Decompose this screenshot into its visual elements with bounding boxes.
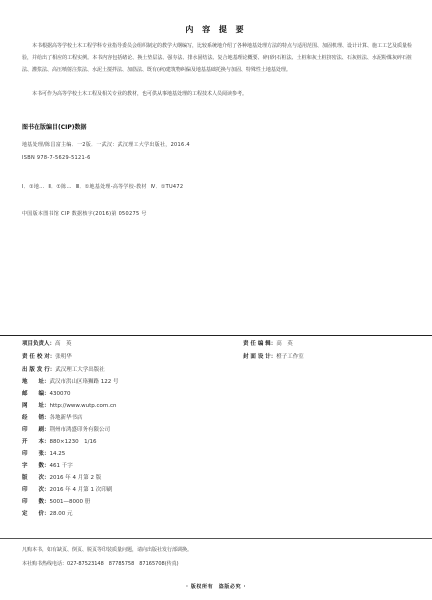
cip-heading: 图书在版编目(CIP)数据 [22,124,87,131]
editor [243,339,293,347]
publication-label: 定 价： [22,511,50,517]
publication-row [22,449,65,457]
publication-row [22,461,73,469]
publication-row [22,425,110,433]
publication-label: 邮 编： [22,391,50,397]
publication-row [22,365,105,373]
publication-value: 武汉市洪山区珞狮路 122 号 [49,379,119,385]
publication-row [22,497,90,505]
publication-value: 荆州市鸿盛印务有限公司 [49,427,111,433]
publication-label: 开 本： [22,439,50,445]
publication-label: 版 次： [22,475,50,481]
proofreader [22,352,72,360]
publication-label: 印 数： [22,499,50,505]
project-lead-value: 高 英 [55,341,72,347]
publication-label: 经 销： [22,415,50,421]
publication-row [22,377,119,385]
publication-label: 地 址： [22,379,50,385]
publication-row [22,485,112,493]
copyright-notice: · 版权所有 盗版必究 · [185,584,247,590]
publication-value: 461 千字 [49,463,73,469]
publication-value: 2016 年 4 月第 1 次印刷 [49,487,113,493]
cover-designer-label: 封 面 设 计： [243,354,277,360]
quality-note: 凡购本书，如有缺页、倒页、脱页等印装质量问题，请向出版社发行部调换。 [22,547,193,553]
publication-label: 出 版 发 行： [22,367,56,373]
cip-record-number: 中国版本图书馆 CIP 数据核字(2016)第 050275 号 [22,211,147,217]
publication-row [22,437,96,445]
cip-isbn: ISBN 978-7-5629-5121-6 [22,155,91,161]
editor-label: 责 任 编 辑： [243,341,277,347]
publication-row [22,413,83,421]
divider-bottom [0,538,432,539]
publication-value: http://www.wutp.com.cn [49,403,117,409]
publication-row [22,473,101,481]
summary-paragraph-1: 本书根据高等学校土木工程学科专业指导委员会组织制定的教学大纲编写，比较系统地介绍了各种地基处理方法的特点与适用范围、加固机理、设计计算、施工工艺及质量检验，并给出了相应的工程实例。本书内容包括绪论、换土垫层法、强夯法、排水固结法、复合地基理论概要、碎(砂)石桩法、土桩和灰土桩挤密法、石灰桩法、水泥粉煤灰碎石桩法、灌浆法、高压喷射注浆法、水泥土搅拌法、加筋法、既有(病)建筑物纠偏及地基基础托换与加固、特殊性土地基处理。 [22,43,413,73]
publication-value: 各地新华书店 [49,415,83,421]
publication-row [22,389,71,397]
project-lead [22,339,72,347]
publication-label: 印 张： [22,451,50,457]
publication-value: 28.00 元 [49,511,73,517]
summary-title: 内 容 提 要 [185,25,247,34]
cip-line-1: 地基处理/陈昌富主编．一2版．一武汉：武汉理工大学出版社，2016.4 [22,142,190,148]
cover-designer-value: 橙子工作室 [276,354,304,360]
publication-value: 武汉理工大学出版社 [55,367,105,373]
publication-value: 880×1230 1/16 [49,439,97,445]
publication-value: 430070 [49,391,71,397]
publication-label: 网 址： [22,403,50,409]
divider-top [0,335,432,336]
purchase-hotline: 本社购书热线电话：027-87523148 87785758 87165708(传真) [22,561,179,567]
project-lead-label: 项目负责人： [22,341,56,347]
publication-row [22,509,73,517]
proofreader-value: 张明华 [55,354,72,360]
proofreader-label: 责 任 校 对： [22,354,56,360]
publication-value: 2016 年 4 月第 2 版 [49,475,102,481]
editor-value: 高 英 [276,341,293,347]
summary-paragraph-2: 本书可作为高等学校土木工程及相关专业的教材，也可供从事地基处理的工程技术人员阅读参考。 [32,91,248,97]
publication-label: 字 数： [22,463,50,469]
publication-label: 印 次： [22,487,50,493]
publication-label: 印 刷： [22,427,50,433]
publication-row [22,401,117,409]
publication-value: 14.25 [49,451,66,457]
cover-designer [243,352,304,360]
cip-classification: Ⅰ．①地… Ⅱ．①陈… Ⅲ．①地基处理-高等学校-教材 Ⅳ．①TU472 [22,184,184,190]
publication-value: 5001—8000 册 [49,499,91,505]
